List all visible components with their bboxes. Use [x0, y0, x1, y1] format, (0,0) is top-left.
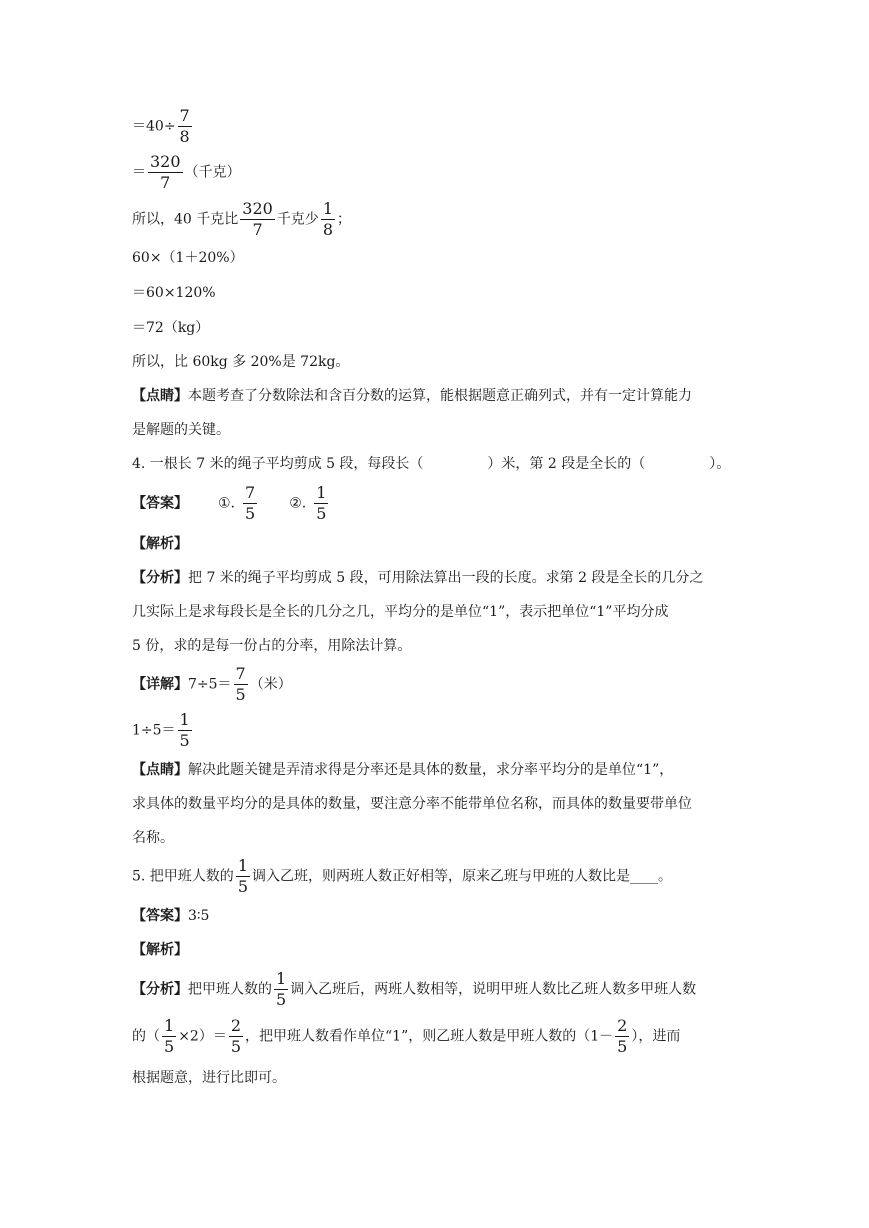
fraction — [615, 1016, 629, 1057]
remark-text: 解决此题关键是弄清求得是分率还是具体的数量，求分率平均分的是单位“1”， — [188, 762, 674, 778]
denominator: 8 — [322, 220, 333, 239]
denominator: 7 — [148, 172, 183, 193]
fraction — [236, 856, 250, 897]
numerator: 1 — [179, 710, 190, 729]
analysis-4-line-3: 5 份，求的是每一份占的分率，用除法计算。 — [132, 638, 412, 654]
fraction — [321, 199, 335, 240]
analysis-text: 把 7 米的绳子平均剪成 5 段，可用除法算出一段的长度。求第 2 段是全长的几分之 — [188, 570, 704, 586]
denominator: 7 — [240, 219, 275, 240]
fraction — [274, 969, 288, 1010]
question-text: 调入乙班，则两班人数正好相等，原来乙班与甲班的人数比是 — [252, 868, 630, 885]
denominator: 5 — [237, 877, 248, 896]
fraction — [243, 483, 257, 524]
fraction — [148, 152, 183, 193]
analysis-5-line-2 — [132, 1016, 680, 1057]
question-5 — [132, 856, 672, 897]
calc-line-6: ＝72（kg） — [132, 320, 210, 336]
numerator: 320 — [242, 199, 273, 218]
remark-tag: 【点睛】 — [132, 388, 188, 404]
question-text: 4. 一根长 7 米的绳子平均剪成 5 段，每段长（ — [132, 456, 424, 472]
calc-line-2 — [132, 152, 241, 193]
fraction — [178, 710, 192, 751]
numerator: 7 — [235, 664, 246, 683]
denominator: 5 — [276, 990, 287, 1009]
analysis-text: ，把甲班人数看作单位“1”，则乙班人数是甲班人数的（1－ — [245, 1028, 614, 1045]
text-segment: 千克少 — [276, 211, 319, 228]
denominator: 5 — [230, 1037, 242, 1056]
analysis-text: ），进而 — [631, 1028, 681, 1045]
answer-tag: 【答案】 — [132, 908, 188, 924]
equation-text: ＝40÷ — [132, 118, 176, 135]
analysis-tag: 【分析】 — [132, 981, 188, 998]
numerator: 7 — [179, 106, 190, 125]
question-text: ）米，第 2 段是全长的（ — [487, 456, 646, 472]
numerator: 2 — [230, 1016, 242, 1035]
denominator: 5 — [164, 1037, 175, 1056]
calc-line-5: ＝60×120% — [132, 285, 216, 301]
denominator: 5 — [235, 685, 246, 704]
calc-line-7: 所以，比 60kg 多 20%是 72kg。 — [132, 354, 350, 370]
fraction — [314, 483, 328, 524]
remark-line-1 — [132, 386, 692, 406]
unit-text: （千克） — [184, 164, 241, 181]
calc-line-3 — [132, 199, 351, 240]
numerator: 1 — [322, 199, 333, 218]
analysis-text: 的（ — [132, 1028, 160, 1045]
fraction — [240, 199, 275, 240]
text-segment: 所以，40 千克比 — [132, 211, 239, 228]
denominator: 8 — [179, 127, 190, 146]
denominator: 5 — [179, 731, 190, 750]
question-text: 。 — [658, 868, 672, 885]
remark-tag: 【点睛】 — [132, 762, 188, 778]
analysis-5-line-3: 根据题意，进行比即可。 — [132, 1070, 286, 1086]
analysis-tag: 【分析】 — [132, 570, 188, 586]
question-text: 5. 把甲班人数的 — [132, 868, 234, 885]
fraction — [162, 1016, 176, 1057]
remark-4-line-2: 求具体的数量平均分的是具体的数量，要注意分率不能带单位名称，而具体的数量要带单位 — [132, 796, 692, 812]
equation-text: 1÷5＝ — [132, 722, 176, 739]
remark-line-2: 是解题的关键。 — [132, 422, 230, 438]
numerator: 1 — [316, 483, 327, 502]
numerator: 320 — [150, 152, 181, 171]
answer-5 — [132, 906, 209, 926]
numerator: 1 — [276, 969, 287, 988]
denominator: 5 — [316, 504, 327, 523]
fraction — [178, 106, 192, 147]
calc-line-1 — [132, 106, 194, 147]
answer-blank: ____ — [630, 868, 658, 885]
numerator: 1 — [237, 856, 248, 875]
denominator: 5 — [245, 504, 256, 523]
analysis-4-line-1 — [132, 568, 703, 588]
denominator: 5 — [617, 1037, 628, 1056]
text-segment: ； — [337, 211, 351, 228]
answer-tag: 【答案】 — [132, 495, 188, 512]
analysis-heading: 【解析】 — [132, 536, 188, 552]
remark-4-line-1 — [132, 760, 673, 780]
detail-tag: 【详解】 — [132, 676, 188, 693]
remark-4-line-3: 名称。 — [132, 830, 174, 846]
answer-marker: ②. — [289, 495, 307, 512]
analysis-heading: 【解析】 — [132, 942, 188, 958]
question-text: ）。 — [709, 456, 731, 472]
answer-text: 3∶5 — [188, 908, 210, 924]
remark-text: 本题考查了分数除法和含百分数的运算，能根据题意正确列式，并有一定计算能力 — [188, 388, 692, 404]
detail-4-line-1 — [132, 664, 292, 705]
question-4 — [132, 454, 730, 474]
equation-text: 7÷5＝ — [188, 676, 232, 693]
answer-marker: ①. — [218, 495, 236, 512]
analysis-text: 调入乙班后，两班人数相等，说明甲班人数比乙班人数多甲班人数 — [290, 981, 697, 998]
fraction — [229, 1016, 243, 1057]
analysis-text: ×2）＝ — [178, 1028, 227, 1045]
fraction — [234, 664, 248, 705]
analysis-text: 把甲班人数的 — [188, 981, 272, 998]
answer-4 — [132, 483, 330, 524]
detail-4-line-2 — [132, 710, 194, 751]
equation-text: ＝ — [132, 164, 146, 181]
numerator: 2 — [617, 1016, 628, 1035]
calc-line-4: 60×（1＋20%） — [132, 250, 244, 266]
analysis-5-line-1 — [132, 969, 696, 1010]
unit-text: （米） — [249, 676, 292, 693]
numerator: 7 — [245, 483, 256, 502]
analysis-4-line-2: 几实际上是求每段长是全长的几分之几，平均分的是单位“1”，表示把单位“1”平均分成 — [132, 604, 669, 620]
numerator: 1 — [164, 1016, 175, 1035]
